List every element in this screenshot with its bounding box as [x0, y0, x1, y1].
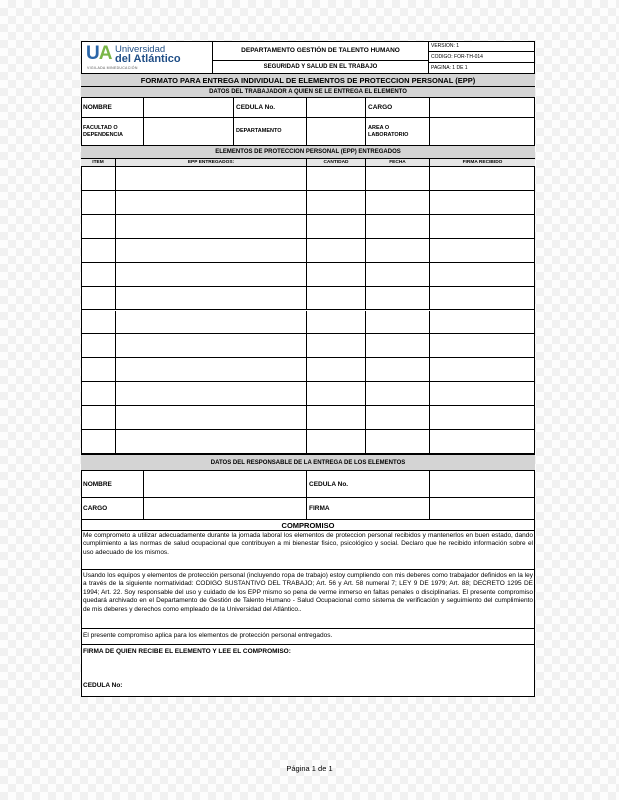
code-label: CODIGO: FOR-TH-014	[429, 52, 535, 63]
page-footer: Página 1 de 1	[286, 764, 333, 773]
cell-epp[interactable]	[116, 215, 307, 239]
cell-date[interactable]	[366, 239, 430, 263]
cell-item[interactable]	[81, 311, 116, 335]
commitment-paragraph-2: Usando los equipos y elementos de protección personal (incluyendo ropa de trabajo) estoy cumpliendo con mis deberes como trabajador definidos en la ley a través de la siguiente normatividad: CODIGO SUSTANTIVO DEL TRABAJO; Art. 56 y Art. 58 numeral 7; LEY 9 DE 1979; Art. 88; DECRETO 1295 DE 1994; Art. 22. Soy responsable del uso y cuidado de los EPP mismo so pena de verme inmerso en faltas penales o disciplinarias. El presente compromiso quedará archivado en el Departamento de Gestión de Talento Humano - Salud Ocupacional como sistema de verificación y seguimiento del cumplimiento de mis deberes y derechos como empleado de la Universidad del Atlántico..	[83, 572, 533, 613]
cell-quantity[interactable]	[307, 239, 366, 263]
worker-position-field[interactable]	[430, 98, 535, 118]
cell-date[interactable]	[366, 287, 430, 311]
cell-epp[interactable]	[116, 382, 307, 406]
column-header-item: ITEM	[81, 159, 116, 167]
cell-epp[interactable]	[116, 406, 307, 430]
form-title: FORMATO PARA ENTREGA INDIVIDUAL DE ELEMENTOS DE PROTECCION PERSONAL (EPP)	[81, 74, 535, 87]
cell-quantity[interactable]	[307, 311, 366, 335]
logo-line1: Universidad	[115, 44, 166, 55]
cell-quantity[interactable]	[307, 430, 366, 454]
column-header-date: FECHA	[366, 159, 430, 167]
version-label: VERSION: 1	[429, 41, 535, 52]
table-row	[81, 239, 535, 263]
cell-date[interactable]	[366, 215, 430, 239]
worker-name-label: NOMBRE	[81, 98, 144, 118]
commitment-title: COMPROMISO	[81, 520, 535, 531]
cell-signature[interactable]	[430, 191, 535, 215]
cell-epp[interactable]	[116, 239, 307, 263]
logo-mark-a: A	[98, 43, 113, 64]
responsible-section-title: DATOS DEL RESPONSABLE DE LA ENTREGA DE LOS ELEMENTOS	[81, 454, 535, 471]
cell-date[interactable]	[366, 406, 430, 430]
responsible-name-field[interactable]	[144, 471, 307, 498]
form-sheet	[81, 41, 535, 697]
table-row	[81, 430, 535, 454]
cell-item[interactable]	[81, 430, 116, 454]
responsible-id-field[interactable]	[430, 471, 535, 498]
worker-department-field[interactable]	[307, 118, 366, 146]
divider	[81, 628, 535, 629]
cell-quantity[interactable]	[307, 406, 366, 430]
logo-tagline: VIGILADA MINEDUCACIÓN	[87, 66, 138, 70]
cell-signature[interactable]	[430, 167, 535, 191]
cell-date[interactable]	[366, 263, 430, 287]
column-header-signature: FIRMA RECIBIDO	[462, 160, 503, 165]
cell-date[interactable]	[366, 334, 430, 358]
table-row	[81, 215, 535, 239]
cell-date[interactable]	[366, 358, 430, 382]
cell-date[interactable]	[366, 430, 430, 454]
divider	[81, 644, 535, 645]
cell-item[interactable]	[81, 215, 116, 239]
cell-item[interactable]	[81, 287, 116, 311]
cell-epp[interactable]	[116, 191, 307, 215]
cell-item[interactable]	[81, 239, 116, 263]
cell-date[interactable]	[366, 382, 430, 406]
worker-department-label: DEPARTAMENTO	[234, 118, 307, 146]
table-row	[81, 287, 535, 311]
responsible-signature-field[interactable]	[430, 498, 535, 520]
cell-date[interactable]	[366, 167, 430, 191]
table-row	[81, 382, 535, 406]
cell-epp[interactable]	[116, 334, 307, 358]
cell-quantity[interactable]	[307, 215, 366, 239]
cell-signature[interactable]	[430, 263, 535, 287]
cell-signature[interactable]	[430, 430, 535, 454]
cell-epp[interactable]	[116, 358, 307, 382]
column-header-quantity: CANTIDAD	[307, 159, 366, 167]
cell-quantity[interactable]	[307, 334, 366, 358]
cell-epp[interactable]	[116, 430, 307, 454]
commitment-paragraph-1: Me comprometo a utilizar adecuadamente durante la jornada laboral los elementos de proteccion personal recibidos y mantenerlos en buen estado, dando cumplimiento a las normas de salud ocupacional que contribuyen a mi bienestar fisico, psicológico y social. Declaro que he recibido información sobre el uso adecuado de los mismos.	[83, 532, 533, 556]
cell-signature[interactable]	[430, 406, 535, 430]
cell-quantity[interactable]	[307, 167, 366, 191]
cell-epp[interactable]	[116, 167, 307, 191]
cell-quantity[interactable]	[307, 191, 366, 215]
responsible-id-label: CEDULA No.	[307, 471, 430, 498]
worker-area-label: AREA O LABORATORIO	[366, 118, 430, 146]
responsible-name-label: NOMBRE	[81, 471, 144, 498]
unit-title: SEGURIDAD Y SALUD EN EL TRABAJO	[213, 61, 429, 74]
cell-signature[interactable]	[430, 382, 535, 406]
department-title: DEPARTAMENTO GESTIÓN DE TALENTO HUMANO	[213, 41, 429, 61]
logo	[81, 41, 213, 74]
cell-item[interactable]	[81, 382, 116, 406]
cell-item[interactable]	[81, 191, 116, 215]
table-row	[81, 167, 535, 191]
cell-epp[interactable]	[116, 311, 307, 335]
cell-epp[interactable]	[116, 287, 307, 311]
cell-date[interactable]	[366, 311, 430, 335]
responsible-signature-label: FIRMA	[307, 498, 430, 520]
worker-id-label: CEDULA No.	[234, 98, 307, 118]
cell-signature[interactable]	[430, 239, 535, 263]
cell-date[interactable]	[366, 191, 430, 215]
cell-item[interactable]	[81, 263, 116, 287]
cell-item[interactable]	[81, 167, 116, 191]
table-row	[81, 358, 535, 382]
cell-quantity[interactable]	[307, 382, 366, 406]
cell-signature[interactable]	[430, 215, 535, 239]
epp-table-body	[81, 167, 535, 454]
receiver-signature-label: FIRMA DE QUIEN RECIBE EL ELEMENTO Y LEE EL COMPROMISO:	[83, 648, 291, 655]
cell-quantity[interactable]	[307, 358, 366, 382]
worker-faculty-field[interactable]	[144, 118, 234, 146]
worker-section-title: DATOS DEL TRABAJADOR A QUIEN SE LE ENTREGA EL ELEMENTO	[81, 87, 535, 98]
cell-signature[interactable]	[430, 358, 535, 382]
responsible-position-label: CARGO	[81, 498, 144, 520]
cell-signature[interactable]	[430, 334, 535, 358]
table-row	[81, 334, 535, 358]
epp-table	[81, 159, 535, 454]
cell-item[interactable]	[81, 334, 116, 358]
cell-item[interactable]	[81, 358, 116, 382]
receiver-id-label: CEDULA No:	[83, 682, 123, 689]
column-header-epp: EPP ENTREGADOS:	[116, 159, 307, 167]
cell-epp[interactable]	[116, 263, 307, 287]
divider	[81, 569, 535, 570]
worker-name-field[interactable]	[144, 98, 234, 118]
cell-signature[interactable]	[430, 287, 535, 311]
worker-id-field[interactable]	[307, 98, 366, 118]
worker-area-field[interactable]	[430, 118, 535, 146]
worker-faculty-label: FACULTAD O DEPENDENCIA	[81, 118, 144, 146]
responsible-position-field[interactable]	[144, 498, 307, 520]
worker-position-label: CARGO	[366, 98, 430, 118]
epp-table-header	[81, 159, 535, 167]
table-row	[81, 406, 535, 430]
table-row	[81, 191, 535, 215]
cell-quantity[interactable]	[307, 263, 366, 287]
cell-quantity[interactable]	[307, 287, 366, 311]
page-label: PAGINA: 1 DE 1	[429, 63, 535, 74]
logo-mark-u: U	[86, 43, 99, 64]
epp-section-title: ELEMENTOS DE PROTECCION PERSONAL (EPP) ENTREGADOS	[81, 146, 535, 159]
table-row	[81, 263, 535, 287]
commitment-paragraph-3: El presente compromiso aplica para los elementos de protección personal entregados.	[83, 632, 333, 639]
cell-item[interactable]	[81, 406, 116, 430]
table-row	[81, 311, 535, 335]
cell-signature[interactable]	[430, 311, 535, 335]
logo-mark	[86, 44, 112, 65]
receiver-signature-field[interactable]	[81, 658, 535, 680]
logo-line2: del Atlántico	[115, 53, 181, 65]
